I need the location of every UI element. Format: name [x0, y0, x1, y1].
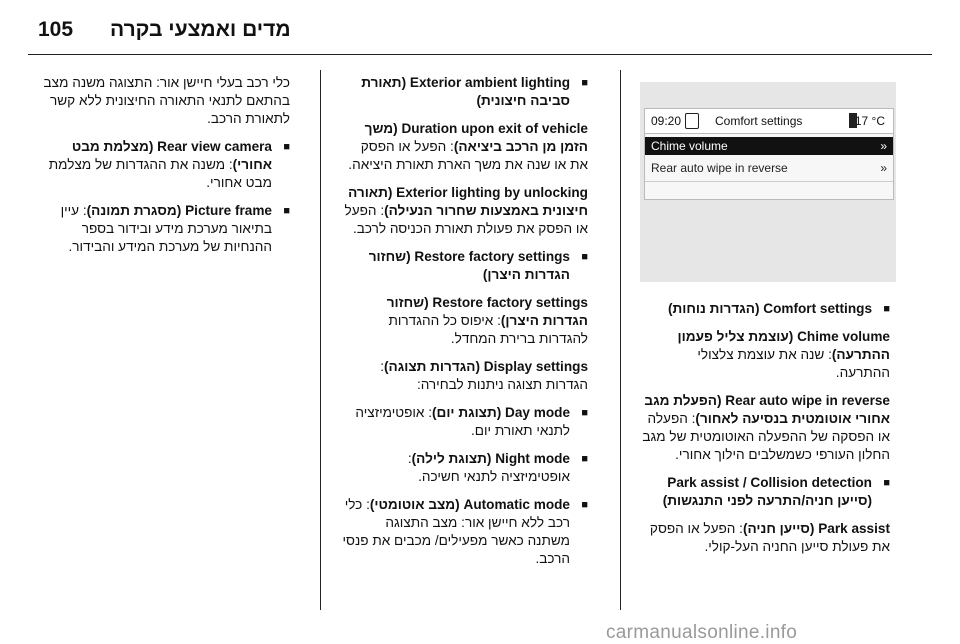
list-item — [340, 358, 588, 394]
item-title: Comfort settings (הגדרות נוחות) — [668, 301, 872, 316]
list-item — [340, 184, 588, 238]
item-text: : משנה את ההגדרות של מצלמת מבט אחורי. — [48, 157, 272, 190]
item-title: Rear view camera (מצלמת מבט אחורי) — [71, 139, 272, 172]
list-item — [642, 392, 890, 464]
item-title: Duration upon exit of vehicle (משך הזמן מן הרכב ביציאה) — [364, 121, 588, 154]
list-item — [340, 294, 588, 348]
list-item — [642, 328, 890, 382]
page-number: 105 — [38, 18, 74, 41]
middle-column — [340, 74, 588, 578]
screen-time: 09:20 — [651, 114, 682, 128]
item-title: Automatic mode (מצב אוטומטי) — [369, 497, 570, 512]
section-heading — [340, 74, 588, 110]
item-text: : אופטימיזציה לתנאי תאורת יום. — [355, 405, 570, 438]
item-text: כלי רכב בעלי חיישן אור: התצוגה משנה מצב בהתאם לתנאי התאורה החיצונית ללא קשר לתאורת הרכב. — [43, 75, 290, 126]
item-title: Park assist / Collision detection (סייען חניה/התרעה לפני התנגשות) — [662, 475, 872, 508]
watermark: carmanualsonline.info — [606, 622, 798, 643]
screen-display — [644, 108, 894, 200]
list-item — [36, 138, 290, 192]
phone-icon — [685, 113, 699, 129]
item-text: : הפעל או הפסק את או שנה את משך הארת תאורת היציאה. — [348, 139, 588, 172]
section-heading — [642, 474, 890, 510]
chevron-right-icon: » — [880, 139, 887, 153]
screen-menu-item[interactable] — [645, 137, 893, 155]
item-title: Night mode (תצוגת לילה) — [411, 451, 570, 466]
screen-menu-label: Rear auto wipe in reverse — [651, 161, 788, 175]
item-title: Restore factory settings (שחזור הגדרות היצרן) — [368, 249, 570, 282]
column-divider — [620, 70, 621, 610]
header-rule — [28, 54, 932, 55]
item-title: Chime volume (עוצמת צליל פעמון ההתרעה) — [677, 329, 890, 362]
item-text: : הפעל או הפסק את פעולת תאורת הכניסה לרכב. — [344, 203, 588, 236]
item-text: : איפוס כל ההגדרות להגדרות ברירת המחדל. — [388, 313, 588, 346]
item-title: Park assist (סייען חניה) — [742, 521, 890, 536]
screen-menu-label: Chime volume — [651, 139, 728, 153]
column-divider — [320, 70, 321, 610]
chapter-title: מדים ואמצעי בקרה — [110, 18, 291, 41]
list-item — [642, 520, 890, 556]
item-text: : שנה את עוצמת צלצולי ההתרעה. — [697, 347, 890, 380]
list-item — [340, 404, 588, 440]
chevron-right-icon: » — [880, 161, 887, 175]
screen-status-bar — [645, 109, 893, 134]
list-item — [340, 120, 588, 174]
section-heading — [340, 248, 588, 284]
item-text: : הפעלה או הפסקה של ההפעלה האוטומטית של מגב החלון העורפי כשמשלבים הילוך אחורי. — [642, 411, 890, 462]
list-item — [340, 496, 588, 568]
item-title: Rear auto wipe in reverse (הפעלת מגב אחורי אוטומטית בנסיעה לאחור) — [644, 393, 890, 426]
item-text: : עיין בתיאור מערכת מידע ובידור בספר ההנחיות של מערכת המידע והבידור. — [60, 203, 272, 254]
section-heading — [642, 300, 890, 318]
display-screenshot — [640, 82, 896, 282]
item-text: : הפעל או הפסק את פעולת סייען החניה העל-קולי. — [649, 521, 890, 554]
page-header — [28, 18, 932, 52]
item-title: Display settings (הגדרות תצוגה) — [384, 359, 588, 374]
item-title: Exterior lighting by unlocking (תאורה חיצונית באמצעות שחרור הנעילה) — [348, 185, 588, 218]
screen-title: Comfort settings — [715, 114, 803, 128]
item-text: : כלי רכב ללא חיישן אור: מצב התצוגה משתנה כאשר מפעילים/ מכבים את פנסי הרכב. — [342, 497, 570, 566]
list-item — [36, 202, 290, 256]
list-item — [36, 74, 290, 128]
left-column — [36, 74, 290, 266]
right-column — [642, 300, 890, 566]
screen-empty-row — [645, 181, 893, 198]
item-title: Day mode (תצוגת יום) — [432, 405, 570, 420]
screen-temperature: 17 °C — [854, 114, 885, 128]
item-title: Restore factory settings (שחזור הגדרות היצרן) — [386, 295, 588, 328]
list-item — [340, 450, 588, 486]
item-title: Exterior ambient lighting (תאורת סביבה חיצונית) — [361, 75, 570, 108]
item-text: : אופטימיזציה לתנאי חשיכה. — [407, 451, 570, 484]
item-text: : הגדרות תצוגה ניתנות לבחירה: — [380, 359, 588, 392]
screen-menu-item[interactable] — [645, 159, 893, 177]
item-title: Picture frame (מסגרת תמונה) — [86, 203, 272, 218]
